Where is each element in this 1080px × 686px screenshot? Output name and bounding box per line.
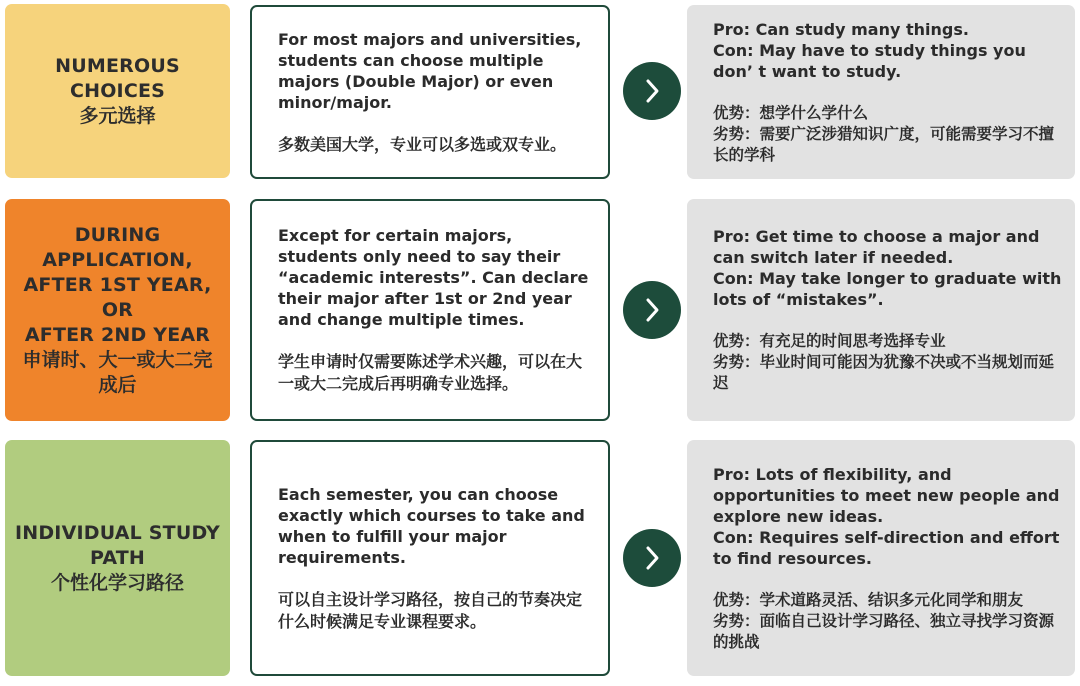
con-text-zh: 劣势：面临自己设计学习路径、独立寻找学习资源的挑战 <box>713 611 1055 651</box>
category-title-line: APPLICATION, <box>42 248 193 271</box>
pros-cons-box <box>687 199 1075 421</box>
pros-cons-box <box>687 5 1075 179</box>
category-title-zh: 申请时、大一或大二完 <box>22 348 213 371</box>
category-title-line: AFTER 2ND YEAR <box>24 323 211 346</box>
description-zh: 多数美国大学，专业可以多选或双专业。 <box>278 134 567 154</box>
category-title-line: NUMEROUS <box>55 54 180 77</box>
category-title-zh: 多元选择 <box>79 104 156 127</box>
con-text: Con: Requires self-direction and effort to find resources. <box>713 527 1060 568</box>
pro-text-zh: 优势：有充足的时间思考选择专业 <box>713 332 946 350</box>
chevron-right-icon <box>623 281 681 339</box>
category-title-zh: 个性化学习路径 <box>50 571 184 594</box>
description-en: Each semester, you can choose exactly which courses to take and when to fulfill your major requirements. <box>278 484 585 567</box>
description-box <box>250 199 610 421</box>
category-title-line: PATH <box>89 546 146 569</box>
con-text: Con: May have to study things you don’ t want to study. <box>713 40 1026 81</box>
con-text-zh: 劣势：毕业时间可能因为犹豫不决或不当规划而延迟 <box>713 353 1055 392</box>
con-text: Con: May take longer to graduate with lots of “mistakes”. <box>713 269 1062 309</box>
description-en: For most majors and universities, students can choose multiple majors (Double Major) or even minor/major. <box>278 29 582 112</box>
chevron-right-icon <box>623 529 681 587</box>
category-title-zh: 成后 <box>98 373 137 396</box>
con-text-zh: 劣势：需要广泛涉猎知识广度，可能需要学习不擅长的学科 <box>713 124 1055 164</box>
description-zh: 学生申请时仅需要陈述学术兴趣，可以在大一或大二完成后再明确专业选择。 <box>278 352 583 393</box>
description-box <box>250 440 610 676</box>
description-zh: 可以自主设计学习路径，按自己的节奏决定什么时候满足专业课程要求。 <box>278 589 583 631</box>
category-title-line: CHOICES <box>69 79 166 102</box>
pro-text-zh: 优势：想学什么学什么 <box>713 103 869 122</box>
category-box <box>5 199 230 421</box>
category-box <box>5 440 230 676</box>
pro-text-zh: 优势：学术道路灵活、结识多元化同学和朋友 <box>713 590 1024 609</box>
category-box <box>5 4 230 178</box>
pro-text: Pro: Can study many things. <box>713 19 969 39</box>
category-title-line: INDIVIDUAL STUDY <box>14 521 221 544</box>
pro-text: Pro: Get time to choose a major and can switch later if needed. <box>713 227 1040 267</box>
chevron-right-icon <box>623 62 681 120</box>
pro-text: Pro: Lots of flexibility, and opportunities to meet new people and explore new ideas. <box>713 464 1060 526</box>
category-title-line: AFTER 1ST YEAR, OR <box>23 273 212 321</box>
pros-cons-box <box>687 440 1075 676</box>
description-box <box>250 5 610 179</box>
category-title-line: DURING <box>74 223 161 246</box>
description-en: Except for certain majors, students only need to say their “academic interests”. Can declare their major after 1st or 2nd year and change multiple times. <box>278 226 589 329</box>
